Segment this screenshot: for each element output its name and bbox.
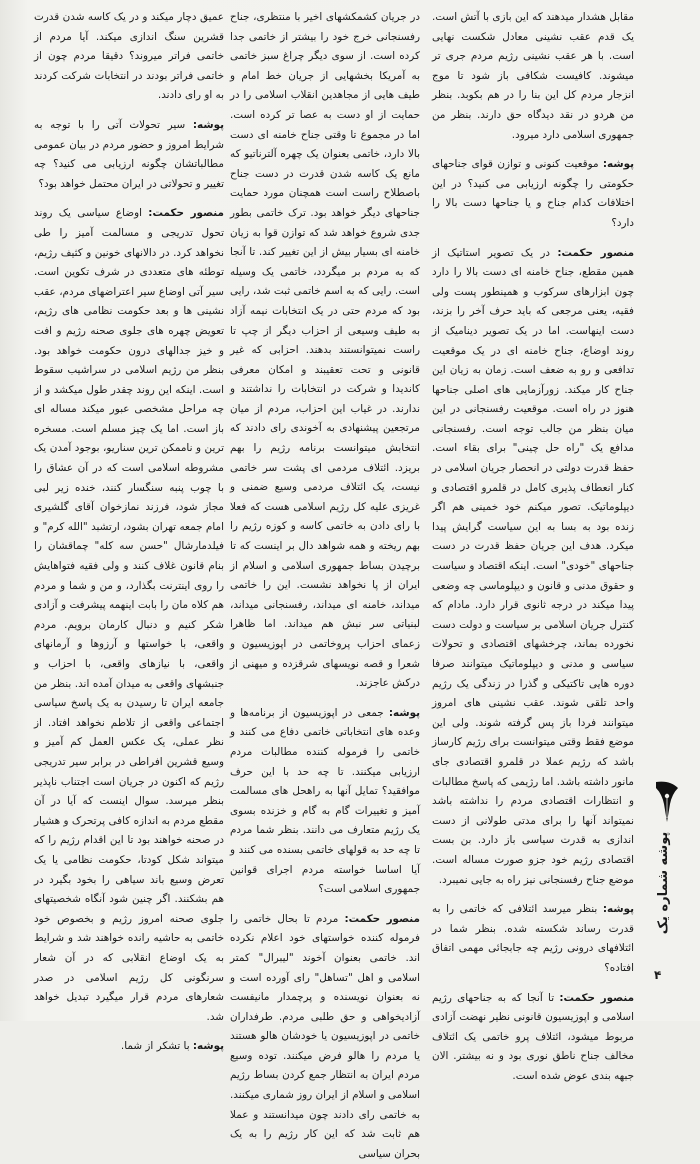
paragraph: پوشه: با تشکر از شما.	[120, 1040, 224, 1053]
paragraph: پوشه: جمعی در اپوزیسیون از برنامه‌ها و وعده های انتخاباتی خاتمی دفاع می کنند و خاتمی را فرموله کننده مطالبات مردم ارزیابی میکنند. تا چه حد با این حرف موافقید؟ تمایل آنها به راهحل های مسالمت آمیز و تغییرات گام به گام و خزنده بسوی یک رژیم متعارف می دانند. بنظر شما مردم تا چه حد به قولهای خاتمی بسنده می کنند و آیا اساسا خواسته مردم اجرای قوانین جمهوری اسلامی است؟	[230, 706, 420, 896]
speaker-label: پوشه:	[602, 903, 634, 916]
speaker-label: پوشه:	[192, 118, 224, 131]
paragraph: پوشه: سیر تحولات آتی را با توجه به شرایط امروز و حضور مردم در بیان عمومی مطالباتشان چگونه ارزیابی می کنید؟ چه تغییر و تحولاتی در ایران محتمل خواهد بود؟	[34, 118, 224, 190]
speaker-label: منصور حکمت:	[148, 207, 224, 220]
text-column-middle	[230, 8, 420, 1160]
page-number: ۴	[654, 968, 662, 982]
paragraph: منصور حکمت: در یک تصویر استاتیک از همین مقطع، جناح خامنه ای دست بالا را دارد چون ابزارهای سرکوب و همینطور پست ولی فقیه، یعنی مرجعی که باید حرف آخر را بزند، دست اینهاست. اما در یک تصویر دینامیک از روند اوضاع، جناح خامنه ای در یک موقعیت تدافعی و رو به ضعف است. زمان به زیان این جناح کار میکند. زورآزمایی های اصلی جناحها هنوز در راه است. موقعیت رفسنجانی در این میان بنظر من جالب توجه است. رفسنجانی مدافع یک "راه حل چینی" برای بقاء است. حفظ قدرت دولتی در انحصار جریان اسلامی در کنار انعطاف پذیری کامل در قلمرو اقتصادی و دیپلوماتیک. تصور میکنم خود خمینی هم اگر زنده بود به بسا به این سیاست گرایش پیدا میکرد. هدف این جریان حفظ قدرت در دست جناحهای "خودی" است. اینکه اقتصاد و سیاست و حقوق مدنی و قانون و دیپلوماسی چه وضعی پیدا میکند در درجه ثانوی قرار دارد. مادام که کنترل جریان اسلامی بر سیاست و دولت دست نخورده بماند، چرخشهای اقتصادی و تحولات سیاسی و مدنی و دیپلوماتیک میتوانند صرفا دوره هایی تاکتیکی و گذرا در زندگی یک رژیم واحد تلقی شوند. عقب نشینی های امروز میتوانند فردا باز پس گرفته شوند. ولی این موضع فقط وقتی میتوانست برای رژیم کارساز باشد که رژیم عملا در قلمرو اقتصادی جای مانور داشته باشد. اما رژیمی که پاسخ مطالبات و انتظارات اقتصادی مردم را نداشته باشد نمیتواند آنها را برای مدتی طولانی از دست اندازی به قدرت سیاسی باز دارد. بن بست اقتصادی رژیم خود جزو صورت مساله است. موضع جناح رفسنجانی نیز راه به جایی نمیبرد.	[432, 246, 634, 886]
magazine-issue-title: پوشه شماره یک	[656, 831, 671, 935]
speaker-label: منصور حکمت:	[559, 991, 634, 1004]
paragraph: در جریان کشمکشهای اخیر با منتظری، جناح رفسنجانی خرج خود را بیشتر از خاتمی جدا کرده است. از سوی دیگر چراغ سبز خاتمی به آمریکا بخشهایی از جریان خط امام و طیف هایی از مجاهدین انقلاب اسلامی را در حمایت از او دست به عصا تر کرده است. اما در مجموع تا وقتی جناح خامنه ای دست بالا دارد، خاتمی بعنوان یک چهره آلترناتیو که مانع یک کاسه شدن قدرت در دست جناح باصطلاح راست است همچنان مورد حمایت جناحهای دیگر خواهد بود. ترک خاتمی بطور جدی شروع خواهد شد که توازن قوا به زیان خامنه ای بسیار بیش از این تغییر کند. تا آنجا که به مردم بر میگردد، خاتمی یک وسیله است. رایی که به اسم خاتمی ثبت شد، رایی بود که مردم حتی در یک انتخابات نیمه آزاد به طیف وسیعی از احزاب دیگر از چپ تا راست نمیتوانستند بدهند. احزابی که غیر قانونی و تحت تعقیبند و امکان معرفی کاندیدا و شرکت در انتخابات را نداشتند و ندارند. در غیاب این احزاب، مردم از میان مرتجعین پیشنهادی به آخوندی رای دادند که انتخابش میتوانست برنامه رژیم را بهم بریزد. ائتلاف مردمی ای پشت سر خاتمی نیست، یک ائتلاف مردمی وسیع ضمنی و غریزی علیه کل رژیم اسلامی هست که فعلا با رای دادن به خاتمی کاسه و کوزه رژیم را بهم ریخته و همه شواهد دال بر اینست که تا برچیدن بساط جمهوری اسلامی و اسلام از ایران از پا نخواهد نشست. این را خاتمی میداند، خامنه ای میداند، رفسنجانی میداند، لبنیاتی سر نبش هم میداند. اما ظاهرا زعمای احزاب پروخاتمی در اپوزیسیون و شعرا و قصه نویسهای شرقزده و میهنی از درکش عاجزند.	[230, 11, 420, 690]
paragraph: پوشه: موقعیت کنونی و توازن قوای جناحهای حکومتی را چگونه ارزیابی می کنید؟ در این اختلافات کدام جناح و یا جناحها دست بالا را دارد؟	[432, 158, 634, 229]
paragraph: پوشه: بنظر میرسد ائتلافی که خاتمی را به قدرت رساند شکسته شده. بنظر شما در ائتلافهای درونی رژیم چه جابجائی مهمی اتفاق افتاده؟	[432, 903, 634, 974]
speaker-label: منصور حکمت:	[344, 912, 420, 925]
paragraph: منصور حکمت: تا آنجا که به جناحهای رژیم اسلامی و اپوزیسیون قانونی نظیر نهضت آزادی مربوط میشود، ائتلاف پرو خاتمی یک ائتلاف مخالف جناح ناطق نوری بود و نه بیشتر. الان جبهه بندی عوض شده است.	[432, 991, 634, 1082]
paragraph: مقابل هشدار میدهند که این بازی با آتش است. یک قدم عقب نشینی معادل شکست نهایی است. با هر عقب نشینی رژیم مردم جری تر میشوند. کافیست شکافی باز شود تا موج انزجار مردم کل این بنا را در هم بکوبد. بنظر من هردو در نقد دیدگاه حق دارند. بنظر من جمهوری اسلامی دارد میرود.	[432, 11, 634, 141]
paragraph: عمیق دچار میکند و در یک کاسه شدن قدرت قشرین سنگ اندازی میکند. آیا مردم از خاتمی فراتر میروند؟ دقیقا مردم چون از خاتمی فراتر بودند در انتخابات شرکت کردند به او رای دادند.	[34, 11, 224, 102]
speaker-label: پوشه:	[192, 1040, 224, 1053]
text-column-left	[34, 8, 224, 1053]
speaker-label: پوشه:	[388, 706, 420, 719]
text-column-right	[432, 8, 634, 1082]
paragraph: منصور حکمت: مردم تا بحال خاتمی را فرموله کننده خواستهای خود اعلام نکرده اند. خاتمی بعنوان آخوند "لیبرال" کمتر اسلامی و اهل "تساهل" رای آورده است و نه بعنوان نویسنده و پرچمدار مانیفست آزادیخواهی و حق طلبی مردم. طرفداران خاتمی در اپوزیسیون یا خودشان هالو هستند یا مردم را هالو فرض میکنند. توده وسیع مردم ایران به انتظار جمع کردن بساط رژیم اسلامی و اسلام از ایران روز شماری میکنند. به خاتمی رای دادند چون میدانستند و عملا هم ثابت شد که این کار رژیم را به یک بحران سیاسی	[230, 912, 420, 1160]
speaker-label: پوشه:	[602, 158, 634, 171]
speaker-label: منصور حکمت:	[557, 246, 634, 259]
paragraph: منصور حکمت: اوضاع سیاسی یک روند تحول تدریجی و مسالمت آمیز را طی نخواهد کرد. در دالانهای خونین و کثیف رژیم، توطئه های متعددی در شرف تکوین است. سیر آتی اوضاع سیر اعتراضهای مردم، عقب نشینی ها و بعد حکومت نظامی های رژیم، تعویض چهره های جلوی صحنه رژیم و افت و خیز جدالهای درون حکومت خواهد بود. بنظر من رژیم اسلامی در سراشیب سقوط است. اینکه این روند چقدر طول میکشد و از چه مراحل مشخصی عبور میکند مساله ای باز است. اما یک چیز مسلم است. مسخره ترین و ناممکن ترین سناریو، بوجود آمدن یک مشروطه اسلامی است که در آن عشاق را با چوب پنبه سنگسار کنند، خنده زیر لبی مجاز شود، فرزند نمازخوان آقای گلشیری امام جمعه تهران بشود، ارتشبد "الله کرم" و فیلدمارشال "حسن سه کله" چماقشان را بنام قانون غلاف کنند و ولی فقیه فتواهایش را روی اینترنت بگذارد، و من و شما و مردم هم کلاه مان را بابت اینهمه پیشرفت و آزادی شکر کنیم و دنبال کارمان برویم. مردم واقعی، با خواستها و آرزوها و آرمانهای واقعی، با نیازهای واقعی، با احزاب و جنبشهای واقعی به میدان آمده اند. بنظر من جامعه ایران تا رسیدن به یک پاسخ سیاسی اجتماعی واقعی از تلاطم نخواهد افتاد. از نظر عملی، یک عکس العمل کم آمیز و وسیع قشرین افراطی در برابر سیر تدریجی رژیم که اکنون در جریان است اجتناب ناپذیر بنظر میرسد. سوال اینست که آیا در آن مقطع مردم به اندازه کافی پرتحرک و هشیار در صحنه خواهند بود تا این اقدام رژیم را که میتواند شکل کودتا، حکومت نظامی یا یک تعرض وسیع باند سیاهی را بخود بگیرد در هم بشکنند. اگر چنین شود آنگاه شخصیتهای جلوی صحنه امروز رژیم و بخصوص خود خاتمی به حاشیه رانده خواهند شد و شرایط به یک اوضاع انقلابی که در آن شعار سرنگونی کل رژیم اسلامی در صدر شعارهای مردم قرار میگیرد تبدیل خواهد شد.	[34, 207, 224, 1023]
